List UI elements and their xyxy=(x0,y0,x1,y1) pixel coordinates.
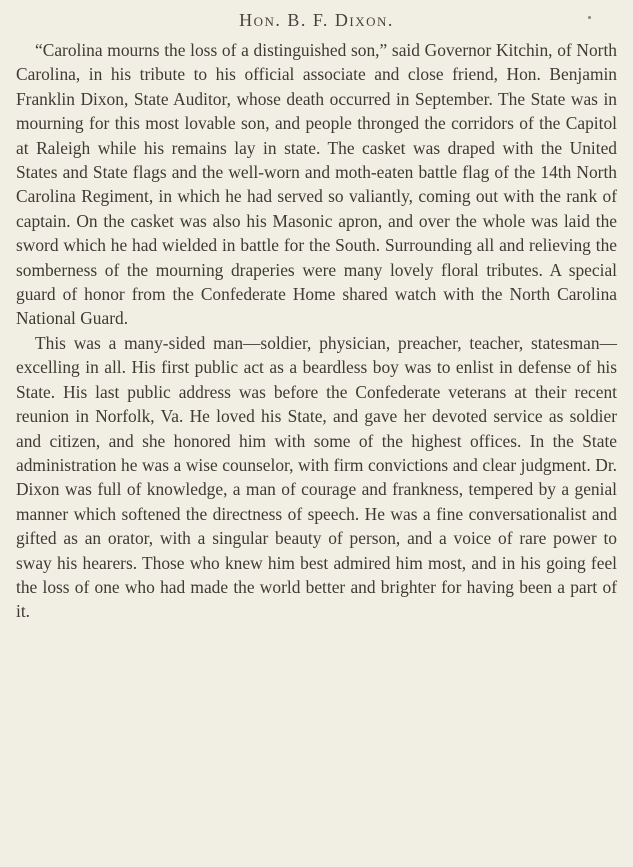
print-speck xyxy=(588,16,591,19)
article-title: Hon. B. F. Dixon. xyxy=(239,10,394,30)
article-paragraph-1: “Carolina mourns the loss of a distinguished son,” said Governor Kitchin, of North Carolina, in his tribute to his official associate and close friend, Hon. Benjamin Franklin Dixon, State Auditor, whose death occurred in September. The State was in mourning for this most lovable son, and people thronged the corridors of the Capitol at Raleigh while his remains lay in state. The casket was draped with the United States and State flags and the well-worn and moth-eaten battle flag of the 14th North Carolina Regiment, in which he had served so valiantly, coming out with the rank of captain. On the casket was also his Masonic apron, and over the whole was laid the sword which he had wielded in battle for the South. Surrounding all and relieving the somberness of the mourning draperies were many lovely floral tributes. A special guard of honor from the Confederate Home shared watch with the North Carolina National Guard. xyxy=(16,40,617,329)
article-paragraph-2: This was a many-sided man—soldier, physician, preacher, teacher, statesman—excelling in all. His first public act as a beardless boy was to enlist in defense of his State. His last public address was before the Confederate veterans at their recent reunion in Norfolk, Va. He loved his State, and gave her devoted service as soldier and citizen, and she honored him with some of the highest offices. In the State administration he was a wise counselor, with firm convictions and clear judgment. Dr. Dixon was full of knowledge, a man of courage and frankness, tempered by a genial manner which softened the directness of speech. He was a fine conversationalist and gifted as an orator, with a singular beauty of person, and a voice of rare power to sway his hearers. Those who knew him best admired him most, and in his going feel the loss of one who had made the world better and brighter for having been a part of it. xyxy=(16,332,617,622)
